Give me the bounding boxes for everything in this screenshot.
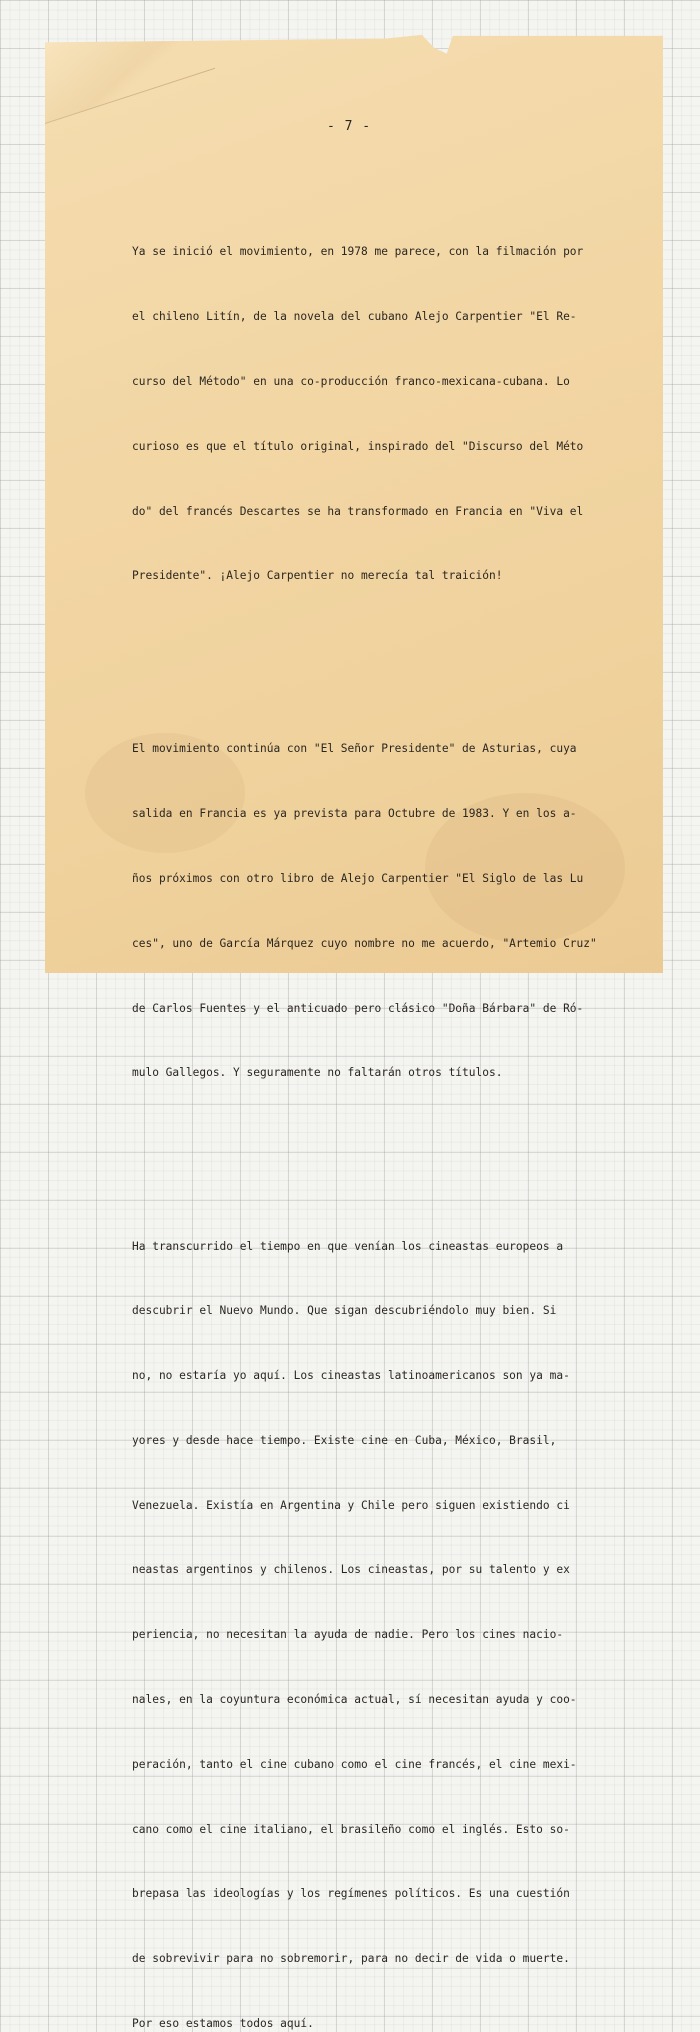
- text-line: brepasa las ideologías y los regímenes políticos. Es una cuestión: [132, 1887, 570, 1901]
- text-line: El movimiento continúa con "El Señor Presidente" de Asturias, cuya: [132, 742, 577, 756]
- paragraph-1: [132, 198, 584, 630]
- text-line: no, no estaría yo aquí. Los cineastas latinoamericanos son ya ma-: [132, 1369, 570, 1383]
- text-line: Ha transcurrido el tiempo en que venían los cineastas europeos a: [132, 1239, 564, 1253]
- text-line: Por eso estamos todos aquí.: [132, 2016, 314, 2030]
- text-line: cano como el cine italiano, el brasileño como el inglés. Esto so-: [132, 1822, 570, 1836]
- paragraph-2: [132, 695, 597, 1127]
- text-line: ños próximos con otro libro de Alejo Carpentier "El Siglo de las Lu: [132, 872, 584, 885]
- text-line: de sobrevivir para no sobremorir, para no decir de vida o muerte.: [132, 1952, 570, 1966]
- folded-corner: [45, 0, 215, 124]
- text-line: ces", uno de García Márquez cuyo nombre no me acuerdo, "Artemio Cruz": [132, 936, 597, 950]
- text-line: mulo Gallegos. Y seguramente no faltarán otros títulos.: [132, 1066, 503, 1080]
- paragraph-3: [132, 1192, 577, 2032]
- text-line: nales, en la coyuntura económica actual, sí necesitan ayuda y coo-: [132, 1692, 577, 1706]
- page-number: - 7 -: [327, 119, 372, 134]
- text-line: descubrir el Nuevo Mundo. Que sigan descubriéndolo muy bien. Si: [132, 1304, 557, 1318]
- text-line: de Carlos Fuentes y el anticuado pero clásico "Doña Bárbara" de Ró-: [132, 1001, 584, 1015]
- text-line: peración, tanto el cine cubano como el cine francés, el cine mexi-: [132, 1757, 577, 1771]
- text-line: do" del francés Descartes se ha transformado en Francia en "Viva el: [132, 504, 584, 518]
- body-text: [132, 155, 597, 2032]
- text-line: Venezuela. Existía en Argentina y Chile pero siguen existiendo ci: [132, 1498, 570, 1512]
- text-line: yores y desde hace tiempo. Existe cine en Cuba, México, Brasil,: [132, 1433, 557, 1447]
- text-line: periencia, no necesitan la ayuda de nadie. Pero los cines nacio-: [132, 1628, 564, 1642]
- text-line: salida en Francia es ya prevista para Octubre de 1983. Y en los a-: [132, 807, 577, 821]
- text-line: el chileno Litín, de la novela del cubano Alejo Carpentier "El Re-: [132, 310, 577, 324]
- text-line: curioso es que el título original, inspirado del "Discurso del Méto: [132, 439, 584, 453]
- text-line: neastas argentinos y chilenos. Los cineastas, por su talento y ex: [132, 1563, 570, 1577]
- text-line: Presidente". ¡Alejo Carpentier no merecía tal traición!: [132, 569, 503, 583]
- text-line: Ya se inició el movimiento, en 1978 me parece, con la filmación por: [132, 245, 584, 259]
- text-line: curso del Método" en una co-producción franco-mexicana-cubana. Lo: [132, 374, 570, 388]
